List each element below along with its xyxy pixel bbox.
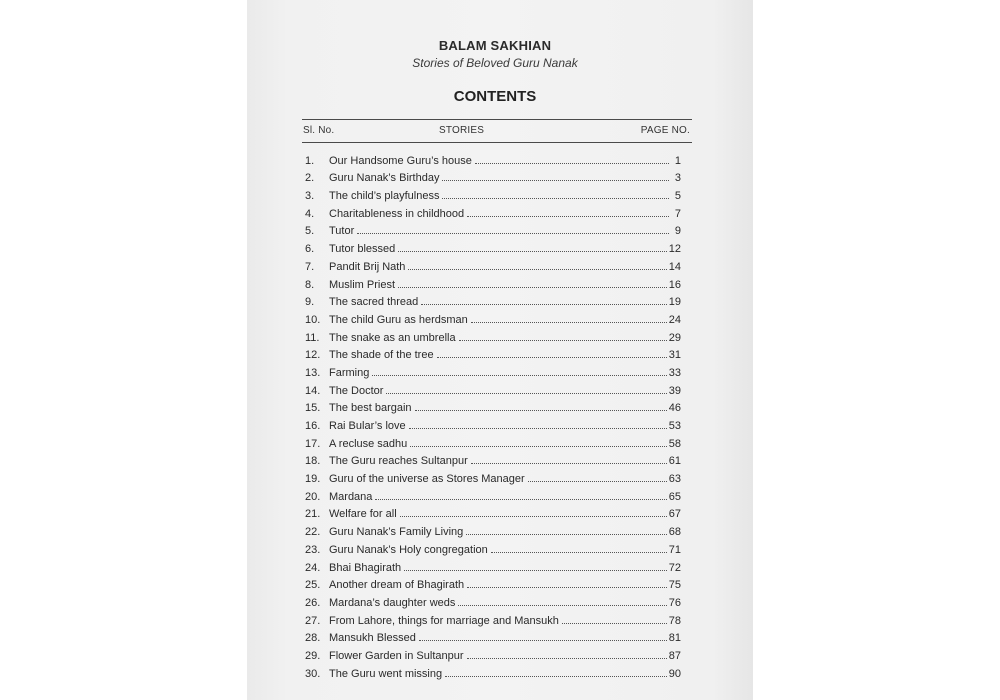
entry-page-number: 16 [668, 278, 681, 291]
toc-entry [305, 184, 681, 202]
dot-leader [408, 269, 666, 270]
toc-entry [305, 591, 681, 609]
dot-leader [445, 676, 667, 677]
entry-number: 3. [305, 190, 315, 203]
entry-title: From Lahore, things for marriage and Mansukh [329, 614, 559, 627]
entry-page-number: 12 [668, 243, 681, 256]
toc-entry [305, 450, 681, 468]
entry-page-number: 65 [668, 490, 681, 503]
dot-leader [375, 499, 666, 500]
entry-number: 22. [305, 526, 321, 539]
entry-page-number: 29 [668, 331, 681, 344]
toc-entry [305, 627, 681, 645]
dot-leader [437, 357, 667, 358]
toc-entry [305, 379, 681, 397]
toc-entry [305, 414, 681, 432]
entry-title: Pandit Brij Nath [329, 260, 406, 273]
dot-leader [410, 446, 666, 447]
dot-leader [467, 216, 669, 217]
entry-title: The Guru went missing [329, 667, 443, 680]
entry-page-number: 39 [668, 384, 681, 397]
entry-page-number: 46 [668, 402, 681, 415]
header-rule-bottom [302, 142, 692, 143]
entry-number: 2. [305, 172, 315, 185]
entry-number: 9. [305, 296, 315, 309]
entry-title: Mansukh Blessed [329, 632, 416, 645]
toc-entry [305, 291, 681, 309]
contents-heading: CONTENTS [453, 88, 537, 105]
entry-title: Charitableness in childhood [329, 207, 465, 220]
toc-entry [305, 556, 681, 574]
entry-page-number: 5 [674, 190, 681, 203]
toc-entry [305, 397, 681, 415]
entry-title: The child’s playfulness [329, 190, 440, 203]
entry-page-number: 14 [668, 260, 681, 273]
entry-page-number: 24 [668, 313, 681, 326]
entry-page-number: 90 [668, 667, 681, 680]
toc-entry [305, 361, 681, 379]
entry-number: 16. [305, 420, 321, 432]
entry-number: 15. [305, 402, 321, 415]
entry-number: 28. [305, 632, 321, 645]
book-subtitle: Stories of Beloved Guru Nanak [412, 56, 578, 70]
toc-entry [305, 644, 681, 662]
entry-number: 19. [305, 473, 321, 486]
dot-leader [562, 623, 667, 624]
entry-title: Farming [329, 366, 370, 379]
entry-title: Tutor [329, 225, 355, 238]
entry-number: 1. [305, 154, 315, 167]
toc-entry [305, 149, 681, 167]
entry-number: 25. [305, 579, 321, 592]
dot-leader [459, 340, 667, 341]
entry-page-number: 33 [668, 366, 681, 379]
dot-leader [471, 322, 667, 323]
toc-entry [305, 609, 681, 627]
entry-title: Flower Garden in Sultanpur [329, 649, 464, 662]
entry-number: 14. [305, 384, 321, 397]
entry-number: 23. [305, 543, 321, 556]
toc-entry [305, 503, 681, 521]
entry-page-number: 81 [668, 632, 681, 645]
entry-number: 26. [305, 596, 321, 609]
entry-page-number: 76 [668, 596, 681, 609]
dot-leader [528, 481, 667, 482]
entry-page-number: 75 [668, 579, 681, 592]
dot-leader [400, 516, 667, 517]
entry-page-number: 1 [674, 154, 681, 167]
entry-number: 27. [305, 614, 321, 627]
dot-leader [467, 658, 667, 659]
entry-title: The Doctor [329, 384, 384, 397]
toc-entry [305, 202, 681, 220]
toc-entry [305, 520, 681, 538]
entry-title: Guru Nanak’s Birthday [329, 172, 440, 185]
entry-page-number: 31 [668, 349, 681, 362]
entry-number: 24. [305, 561, 321, 574]
entry-title: A recluse sadhu [329, 437, 408, 450]
entry-number: 12. [305, 349, 321, 362]
watermark-text: ©Sikh Virasat [864, 674, 974, 693]
entry-title: The child Guru as herdsman [329, 313, 468, 326]
dot-leader [404, 570, 667, 571]
dot-leader [442, 180, 669, 181]
entry-number: 18. [305, 455, 321, 468]
entry-page-number: 78 [668, 614, 681, 627]
entry-page-number: 63 [668, 473, 681, 486]
dot-leader [491, 552, 667, 553]
entry-title: Tutor blessed [329, 243, 396, 256]
entry-page-number: 61 [668, 455, 681, 468]
entry-number: 4. [305, 207, 315, 220]
entry-number: 17. [305, 437, 321, 450]
entry-page-number: 71 [668, 543, 681, 556]
dot-leader [419, 640, 667, 641]
toc-entry [305, 467, 681, 485]
entry-page-number: 7 [674, 207, 681, 220]
column-header-sl-no: Sl. No. [303, 125, 335, 136]
dot-leader [466, 534, 666, 535]
dot-leader [458, 605, 666, 606]
dot-leader [415, 410, 667, 411]
entry-page-number: 19 [668, 296, 681, 309]
entry-page-number: 53 [668, 420, 681, 432]
contents-list [305, 149, 681, 680]
dot-leader [409, 428, 667, 429]
dot-leader [442, 198, 669, 199]
entry-number: 5. [305, 225, 315, 238]
entry-title: Our Handsome Guru’s house [329, 154, 472, 167]
dot-leader [475, 163, 669, 164]
dot-leader [372, 375, 666, 376]
entry-number: 20. [305, 490, 321, 503]
dot-leader [398, 251, 667, 252]
entry-number: 7. [305, 260, 315, 273]
entry-page-number: 9 [674, 225, 681, 238]
entry-title: Guru of the universe as Stores Manager [329, 473, 525, 486]
entry-number: 10. [305, 313, 321, 326]
toc-entry [305, 485, 681, 503]
column-header-stories: STORIES [439, 125, 485, 136]
entry-title: Mardana’s daughter weds [329, 596, 456, 609]
entry-page-number: 67 [668, 508, 681, 521]
toc-entry [305, 662, 681, 680]
entry-title: Bhai Bhagirath [329, 561, 402, 574]
toc-entry [305, 237, 681, 255]
toc-entry [305, 308, 681, 326]
dot-leader [467, 587, 667, 588]
entry-page-number: 58 [668, 437, 681, 450]
entry-title: Muslim Priest [329, 278, 396, 291]
entry-number: 30. [305, 667, 321, 680]
toc-entry [305, 220, 681, 238]
entry-title: The Guru reaches Sultanpur [329, 455, 468, 468]
entry-number: 6. [305, 243, 315, 256]
book-title: BALAM SAKHIAN [438, 38, 552, 53]
entry-page-number: 3 [674, 172, 681, 185]
entry-title: The best bargain [329, 402, 412, 415]
entry-page-number: 72 [668, 561, 681, 574]
toc-entry [305, 574, 681, 592]
entry-number: 13. [305, 366, 321, 379]
entry-title: The snake as an umbrella [329, 331, 456, 344]
toc-entry [305, 326, 681, 344]
entry-number: 29. [305, 649, 321, 662]
dot-leader [471, 463, 667, 464]
entry-number: 21. [305, 508, 321, 521]
dot-leader [421, 304, 666, 305]
entry-title: The shade of the tree [329, 349, 434, 362]
dot-leader [386, 393, 666, 394]
entry-title: Rai Bular’s love [329, 420, 406, 432]
toc-entry [305, 432, 681, 450]
entry-title: Another dream of Bhagirath [329, 579, 465, 592]
entry-title: Guru Nanak’s Family Living [329, 526, 464, 539]
entry-number: 8. [305, 278, 315, 291]
book-page [247, 0, 753, 700]
entry-title: Guru Nanak’s Holy congregation [329, 543, 488, 556]
entry-title: Mardana [329, 490, 373, 503]
entry-number: 11. [305, 331, 320, 344]
toc-entry [305, 273, 681, 291]
toc-entry [305, 255, 681, 273]
entry-title: The sacred thread [329, 296, 419, 309]
dot-leader [398, 287, 667, 288]
column-header-page-no: PAGE NO. [640, 125, 690, 136]
toc-entry [305, 538, 681, 556]
entry-page-number: 87 [668, 649, 681, 662]
toc-entry [305, 344, 681, 362]
entry-title: Welfare for all [329, 508, 397, 521]
toc-entry [305, 167, 681, 185]
entry-page-number: 68 [668, 526, 681, 539]
header-rule-top [302, 119, 692, 120]
dot-leader [357, 233, 669, 234]
